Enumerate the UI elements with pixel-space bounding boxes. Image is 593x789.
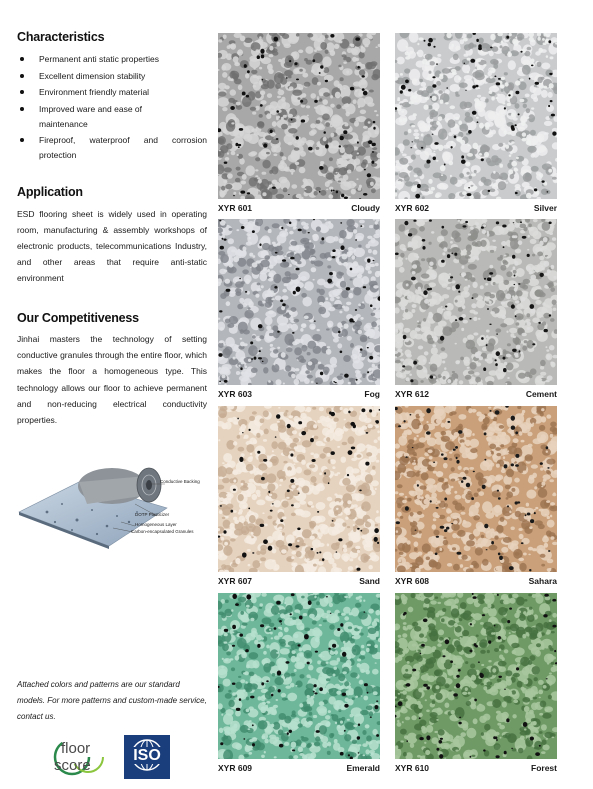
iso-text: ISO	[125, 747, 169, 764]
application-section	[17, 185, 207, 286]
standard-models-note: Attached colors and patterns are our standard models. For more patterns and custom-made service, contact us.	[17, 680, 207, 721]
sample-tile-fog	[218, 219, 380, 385]
sample-code: XYR 609	[218, 763, 253, 773]
diagram-label: Conductive Backing	[160, 479, 200, 484]
sample-name: Emerald	[346, 763, 380, 773]
iso-logo	[124, 735, 170, 779]
floorscore-logo	[52, 737, 108, 777]
sample-code: XYR 607	[218, 576, 253, 586]
sample-name: Silver	[533, 203, 557, 213]
characteristics-section	[17, 30, 207, 165]
sample-tile-cloudy	[218, 33, 380, 199]
characteristics-title: Characteristics	[17, 30, 105, 44]
floorscore-top-text: floor	[61, 740, 91, 757]
sample-caption	[395, 763, 557, 777]
sample-name: Cement	[525, 389, 557, 399]
sample-code: XYR 603	[218, 389, 253, 399]
sample-name: Cloudy	[351, 203, 380, 213]
diagram-label: DOTP Plasticizer	[135, 512, 170, 517]
sample-tile-emerald	[218, 593, 380, 759]
sample-tile-sahara	[395, 406, 557, 572]
characteristics-list	[17, 52, 207, 163]
sample-tile-cement	[395, 219, 557, 385]
sample-caption	[218, 763, 380, 777]
sample-tile-sand	[218, 406, 380, 572]
list-item: Excellent dimension stability	[17, 69, 207, 84]
application-title: Application	[17, 185, 83, 199]
list-item: Permanent anti static properties	[17, 52, 207, 67]
sample-name: Forest	[531, 763, 557, 773]
list-item: Environment friendly material	[17, 85, 207, 100]
sample-caption	[395, 576, 557, 590]
sample-caption	[218, 203, 380, 217]
sample-name: Sand	[359, 576, 380, 586]
diagram-label: Carbon-encapsulated Granules	[131, 529, 194, 534]
sample-caption	[395, 389, 557, 403]
sample-name: Fog	[364, 389, 380, 399]
sample-caption	[218, 576, 380, 590]
sample-code: XYR 608	[395, 576, 430, 586]
certification-logos	[52, 733, 182, 781]
sample-name: Sahara	[528, 576, 557, 586]
sample-code: XYR 610	[395, 763, 430, 773]
floor-roll-diagram	[17, 460, 207, 550]
competitiveness-title: Our Competitiveness	[17, 311, 139, 325]
sample-caption	[395, 203, 557, 217]
competitiveness-text: Jinhai masters the technology of setting conductive granules through the entire floor, which makes the floor a homogeneous type. This technology allows our floor to achieve permanent and non-reducing electrical conductivity properties.	[17, 334, 207, 426]
floorscore-bottom-text: score	[54, 757, 91, 774]
sample-caption	[218, 389, 380, 403]
application-text: ESD flooring sheet is widely used in operating room, manufacturing & assembly workshops of electronic products, telecommunications Industry, and other areas that require anti-static environment	[17, 209, 207, 283]
list-item: Improved ware and ease of maintenance	[17, 102, 207, 132]
sample-code: XYR 612	[395, 389, 430, 399]
sample-code: XYR 602	[395, 203, 430, 213]
list-item: Fireproof, waterproof and corrosion protection	[17, 133, 207, 163]
diagram-label: Homogeneous Layer	[135, 522, 177, 527]
competitiveness-section	[17, 311, 207, 428]
sample-tile-silver	[395, 33, 557, 199]
sample-tile-forest	[395, 593, 557, 759]
sample-code: XYR 601	[218, 203, 253, 213]
